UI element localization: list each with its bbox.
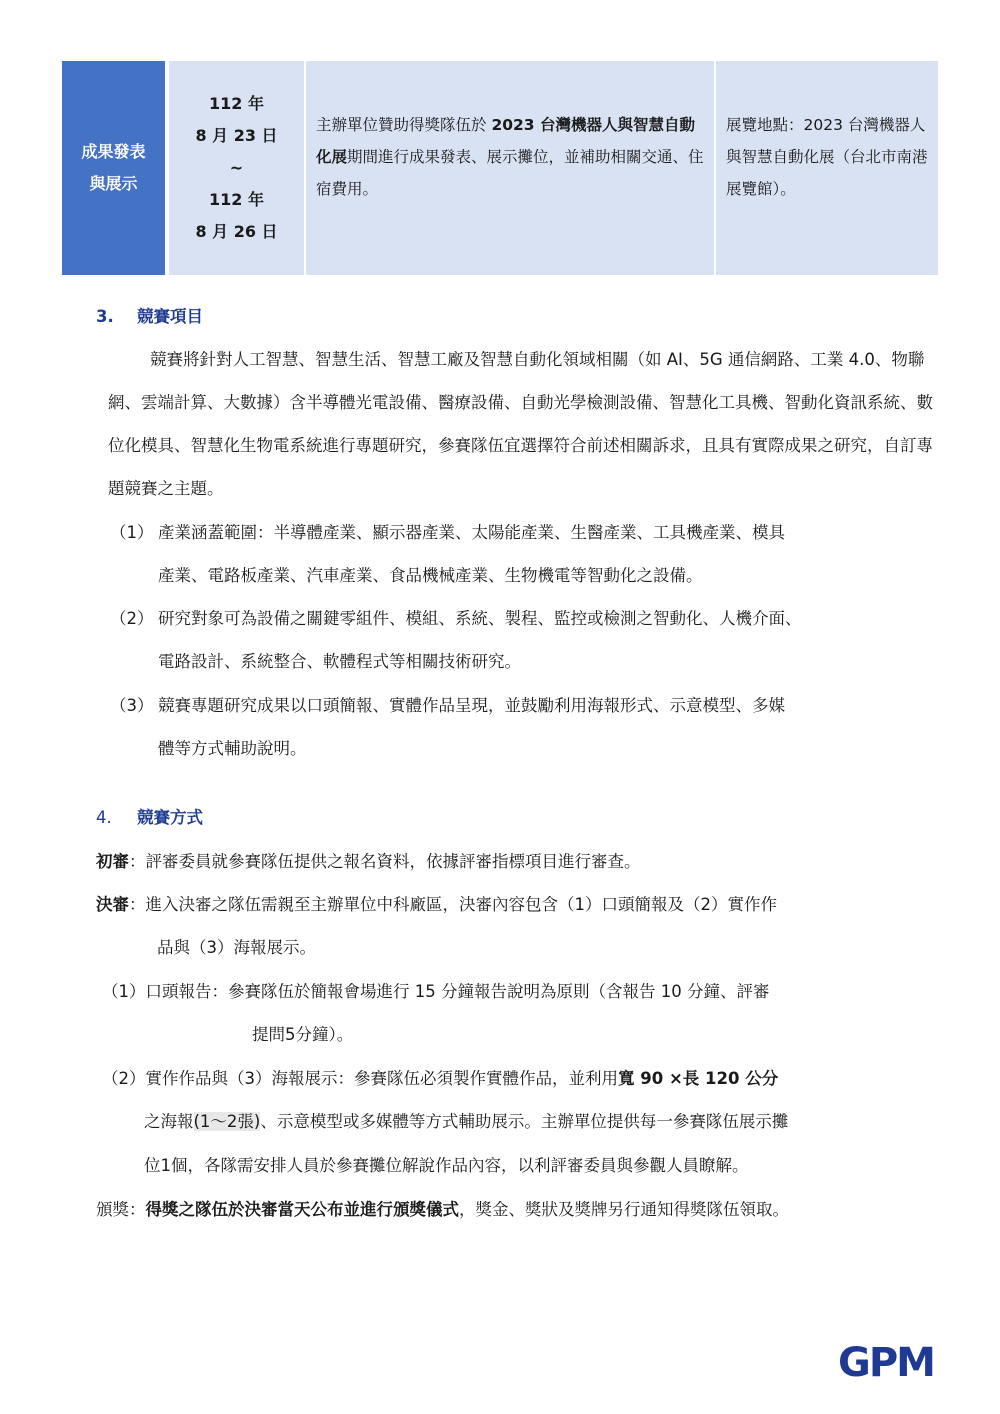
date-line: ~ [229,158,244,177]
award-bold: 得獎之隊伍於決審當天公布並進行頒獎儀式 [145,1200,459,1219]
section-title-text: 競賽項目 [137,307,203,326]
list-text: 研究對象可為設備之關鍵零組件、模組、系統、製程、監控或檢測之智動化、人機介面、 [158,609,802,628]
section-3-intro: 競賽將針對人工智慧、智慧生活、智慧工廠及智慧自動化領域相關（如 AI、5G 通信網路、工業 4.0、物聯網、雲端計算、大數據）含半導體光電設備、醫療設備、自動光學檢測設備、智慧化工具機、智動化資訊系統、數位化模具、智慧化生物電系統進行專題研究，參賽隊伍宜選擇符合前述相關訴求，且具有實際成果之研究，自訂專題競賽之主題。 [108,350,933,498]
poster-display-line-3: 位1個，各隊需安排人員於參賽攤位解說作品內容，以利評審委員與參觀人員瞭解。 [144,1156,749,1175]
schedule-date-cell [169,61,304,275]
oral-report-line-2: 提問5分鐘）。 [252,1025,354,1044]
preliminary-review [96,848,641,872]
desc-prefix: 主辦單位贊助得獎隊伍於 [316,116,487,134]
poster-text-a: 之海報 [144,1112,194,1131]
venue-text: 展覽地點：2023 台灣機器人與智慧自動化展（台北市南港展覽館）。 [726,116,928,198]
poster-prefix: （2）實作作品與（3）海報展示：參賽隊伍必須製作實體作品，並利用 [102,1069,618,1088]
oral-report-line: （1）口頭報告：參賽隊伍於簡報會場進行 15 分鐘報告說明為原則（含報告 10 分鐘、評審 [102,982,770,1001]
list-marker: （1） [110,523,154,542]
schedule-venue-cell [716,61,938,275]
date-line: 112 年 [209,94,264,113]
poster-count-highlight: (1～2張) [193,1112,261,1131]
final-review [96,891,777,915]
prelim-label: 初審 [96,852,129,871]
poster-text-b: 、示意模型或多媒體等方式輔助展示。主辦單位提供每一參賽隊伍展示攤 [260,1112,789,1131]
desc-suffix: 期間進行成果發表、展示攤位，並補助相關交通、住宿費用。 [316,148,704,198]
schedule-description-cell [306,61,714,275]
schedule-header-cell [62,61,165,275]
poster-display-line [102,1065,778,1089]
desc-bold: 2023 台灣機器人與智慧自動化展 [316,116,695,166]
list-text-continued: 產業、電路板產業、汽車產業、食品機械產業、生物機電等智動化之設備。 [158,566,703,585]
award-text: ，獎金、獎狀及獎牌另行通知得獎隊伍領取。 [459,1200,789,1219]
poster-display-line-2 [144,1108,788,1132]
section-title-text: 競賽方式 [137,808,203,827]
award-line [96,1196,789,1220]
date-line: 8 月 26 日 [195,222,278,241]
final-review-continued: 品與（3）海報展示。 [157,938,316,957]
list-text: 產業涵蓋範圍：半導體產業、顯示器產業、太陽能產業、生醫產業、工具機產業、模具 [158,523,785,542]
prelim-text: ：評審委員就參賽隊伍提供之報名資料，依據評審指標項目進行審查。 [129,852,641,871]
list-text: 競賽專題研究成果以口頭簡報、實體作品呈現，並鼓勵利用海報形式、示意模型、多媒 [158,696,785,715]
poster-size: 寬 90 ×長 120 公分 [618,1069,779,1088]
schedule-table [62,61,938,275]
section-number: 3. [96,307,114,326]
gpm-logo: GPM [838,1340,934,1386]
list-marker: （3） [110,696,154,715]
award-label: 頒獎： [96,1200,146,1219]
final-text: ：進入決審之隊伍需親至主辦單位中科廠區，決審內容包含（1）口頭簡報及（2）實作作 [129,895,777,914]
date-line: 112 年 [209,190,264,209]
final-label: 決審 [96,895,129,914]
date-line: 8 月 23 日 [195,126,278,145]
list-text-continued: 體等方式輔助說明。 [158,739,307,758]
section-4-title [96,804,203,828]
section-3-title [96,303,203,327]
header-line: 成果發表 [81,142,146,161]
list-item [110,684,930,770]
section-number: 4. [96,808,112,827]
list-text-continued: 電路設計、系統整合、軟體程式等相關技術研究。 [158,652,521,671]
list-item [110,597,930,683]
header-line: 與展示 [89,174,138,193]
list-marker: （2） [110,609,154,628]
list-item [110,511,930,597]
